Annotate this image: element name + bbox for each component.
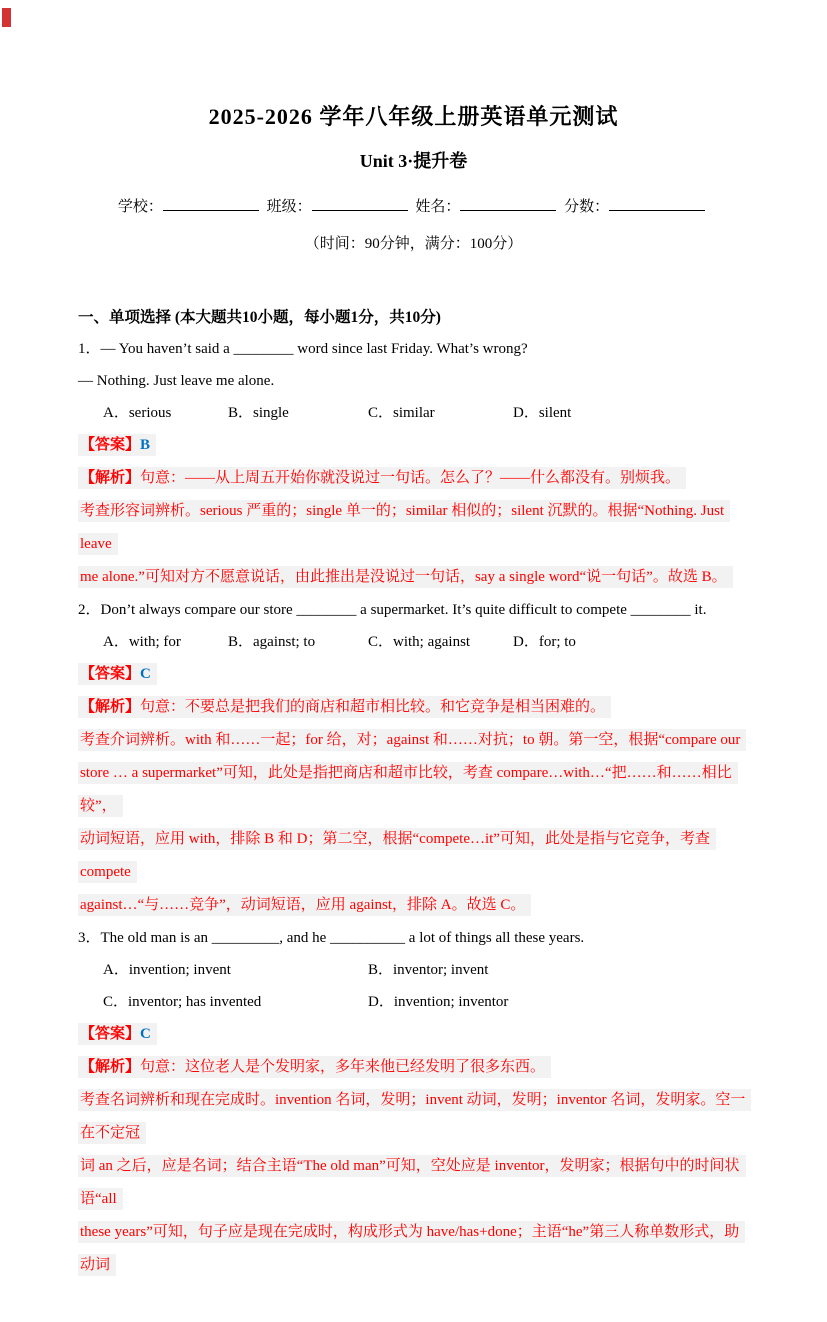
question-1-answer-line: [78, 429, 749, 462]
question-2-analysis-line-3: [78, 757, 749, 823]
question-2-analysis-line-2: [78, 724, 749, 757]
answer-value: C: [140, 1026, 151, 1042]
question-2-analysis-line-5: [78, 889, 749, 922]
question-1-option-b: B．single: [228, 405, 289, 421]
answer-value: C: [140, 666, 151, 682]
analysis-text: 词 an 之后，应是名词；结合主语“The old man”可知，空处应是 inventor，发明家；根据句中的时间状语“all: [78, 1155, 746, 1210]
question-1-option-c: C．similar: [368, 405, 435, 421]
question-2-option-c: C．with; against: [368, 634, 471, 650]
question-3-option-a: A．invention; invent: [103, 962, 231, 978]
analysis-text: store … a supermarket”可知，此处是指把商店和超市比较，考查 compare…with…“把……和……相比较”，: [78, 762, 738, 817]
section-note: (本大题共10小题，每小题1分，共10分): [174, 309, 441, 326]
question-1-option-a: A．serious: [103, 405, 172, 421]
analysis-text: 句意：这位老人是个发明家，多年来他已经发明了很多东西。: [140, 1059, 546, 1075]
answer-label: 【答案】: [80, 666, 141, 682]
student-info-line: [78, 195, 749, 216]
question-1-analysis-line-2: [78, 495, 749, 561]
question-2-stem-line-1: 2．Don’t always compare our store ________ a supermarket. It’s quite difficult to compete ________ it.: [78, 602, 707, 618]
score-blank: [609, 196, 705, 211]
question-1-analysis-line-1: [78, 462, 749, 495]
question-3-options-row-1: [78, 954, 749, 986]
class-label: 班级：: [266, 199, 312, 215]
question-1: [78, 333, 749, 594]
question-3: [78, 922, 749, 1282]
question-2-answer-line: [78, 658, 749, 691]
question-1-stem-line-1: 1．— You haven’t said a ________ word since last Friday. What’s wrong?: [78, 341, 528, 357]
analysis-text: 句意：——从上周五开始你就没说过一句话。怎么了？——什么都没有。别烦我。: [140, 470, 681, 486]
question-3-stem-line-1: 3．The old man is an _________, and he __________ a lot of things all these years.: [78, 930, 585, 946]
time-info: （时间：90分钟，满分：100分）: [304, 236, 523, 252]
score-label: 分数：: [564, 199, 610, 215]
name-blank: [460, 196, 556, 211]
section-heading: [78, 305, 749, 327]
question-3-option-b: B．inventor; invent: [368, 962, 489, 978]
question-2-option-a: A．with; for: [103, 634, 181, 650]
class-blank: [312, 196, 408, 211]
question-3-options-row-2: [78, 986, 749, 1018]
analysis-text: 句意：不要总是把我们的商店和超市相比较。和它竞争是相当困难的。: [140, 699, 606, 715]
analysis-text: me alone.”可知对方不愿意说话，由此推出是没说过一句话，say a single word“说一句话”。故选 B。: [78, 566, 733, 588]
question-3-analysis-line-4: [78, 1216, 749, 1282]
analysis-text: against…“与……竞争”，动词短语，应用 against，排除 A。故选 C。: [78, 894, 531, 916]
question-2-analysis-line-1: [78, 691, 749, 724]
name-label: 姓名：: [415, 199, 461, 215]
answer-label: 【答案】: [80, 437, 141, 453]
analysis-text: 考查名词辨析和现在完成时。invention 名词，发明；invent 动词，发明；inventor 名词，发明家。空一在不定冠: [78, 1089, 751, 1144]
question-2-option-d: D．for; to: [513, 634, 576, 650]
question-1-option-d: D．silent: [513, 405, 572, 421]
analysis-text: 考查形容词辨析。serious 严重的；single 单一的；similar 相似的；silent 沉默的。根据“Nothing. Just leave: [78, 500, 730, 555]
question-2-analysis-line-4: [78, 823, 749, 889]
question-3-analysis-line-1: [78, 1051, 749, 1084]
analysis-text: 动词短语，应用 with，排除 B 和 D；第二空，根据“compete…it”可知，此处是指与它竞争，考查 compete: [78, 828, 716, 883]
analysis-label: 【解析】: [80, 699, 141, 715]
question-2-option-b: B．against; to: [228, 634, 316, 650]
analysis-text: these years”可知，句子应是现在完成时，构成形式为 have/has+done；主语“he”第三人称单数形式，助动词: [78, 1221, 745, 1276]
question-2-options: [78, 626, 749, 658]
exam-title: 2025-2026 学年八年级上册英语单元测试: [208, 104, 619, 129]
analysis-label: 【解析】: [80, 470, 141, 486]
question-3-analysis-line-2: [78, 1084, 749, 1150]
exam-subtitle: Unit 3·提升卷: [359, 151, 468, 171]
question-1-options: [78, 397, 749, 429]
school-label: 学校：: [117, 199, 163, 215]
corner-red-mark: [2, 8, 11, 27]
question-3-option-c: C．inventor; has invented: [103, 994, 262, 1010]
question-3-analysis-line-3: [78, 1150, 749, 1216]
question-3-answer-line: [78, 1018, 749, 1051]
question-3-option-d: D．invention; inventor: [368, 994, 509, 1010]
question-1-stem-line-2: — Nothing. Just leave me alone.: [78, 373, 275, 389]
question-2: [78, 594, 749, 922]
answer-value: B: [140, 437, 151, 453]
analysis-label: 【解析】: [80, 1059, 141, 1075]
question-1-analysis-line-3: [78, 561, 749, 594]
answer-label: 【答案】: [80, 1026, 141, 1042]
section-title: 一、单项选择: [78, 309, 172, 326]
analysis-text: 考查介词辨析。with 和……一起；for 给，对；against 和……对抗；to 朝。第一空，根据“compare our: [78, 729, 746, 751]
school-blank: [163, 196, 259, 211]
